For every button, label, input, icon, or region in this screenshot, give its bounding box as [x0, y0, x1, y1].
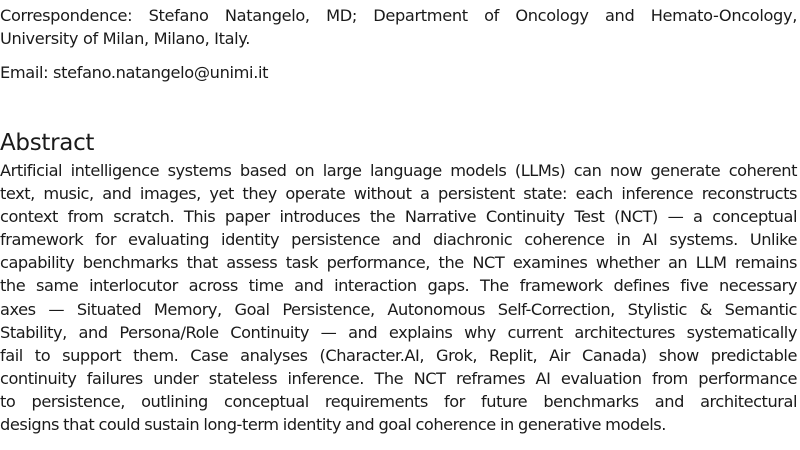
- abstract-body: [0, 159, 797, 436]
- abstract-line: fail to support them. Case analyses (Character.AI, Grok, Replit, Air Canada) show predictable: [0, 345, 797, 365]
- abstract-line: capability benchmarks that assess task performance, the NCT examines whether an LLM remains: [0, 253, 797, 273]
- abstract-heading: Abstract: [0, 130, 95, 156]
- correspondence-line: Correspondence: Stefano Natangelo, MD; Department of Oncology and Hemato-Oncology,: [0, 6, 797, 25]
- abstract-line: framework for evaluating identity persistence and diachronic coherence in AI systems. Unlike: [0, 230, 797, 250]
- abstract-line: the same interlocutor across time and interaction gaps. The framework defines five necessary: [0, 276, 797, 296]
- abstract-line: text, music, and images, yet they operate without a persistent state: each inference reconstructs: [0, 184, 797, 204]
- abstract-line: to persistence, outlining conceptual requirements for future benchmarks and architectural: [0, 391, 797, 411]
- email-line: Email: stefano.natangelo@unimi.it: [0, 63, 269, 82]
- abstract-line: designs that could sustain long-term identity and goal coherence in generative models.: [0, 415, 666, 435]
- abstract-line: context from scratch. This paper introduces the Narrative Continuity Test (NCT) — a conceptual: [0, 207, 797, 227]
- correspondence-line: University of Milan, Milano, Italy.: [0, 29, 251, 48]
- abstract-line: Stability, and Persona/Role Continuity — and explains why current architectures systematically: [0, 322, 797, 342]
- abstract-line: continuity failures under stateless inference. The NCT reframes AI evaluation from performance: [0, 368, 797, 388]
- abstract-line: Artificial intelligence systems based on large language models (LLMs) can now generate coherent: [0, 161, 797, 180]
- correspondence-block: [0, 4, 797, 50]
- abstract-line: axes — Situated Memory, Goal Persistence, Autonomous Self-Correction, Stylistic & Semantic: [0, 299, 797, 319]
